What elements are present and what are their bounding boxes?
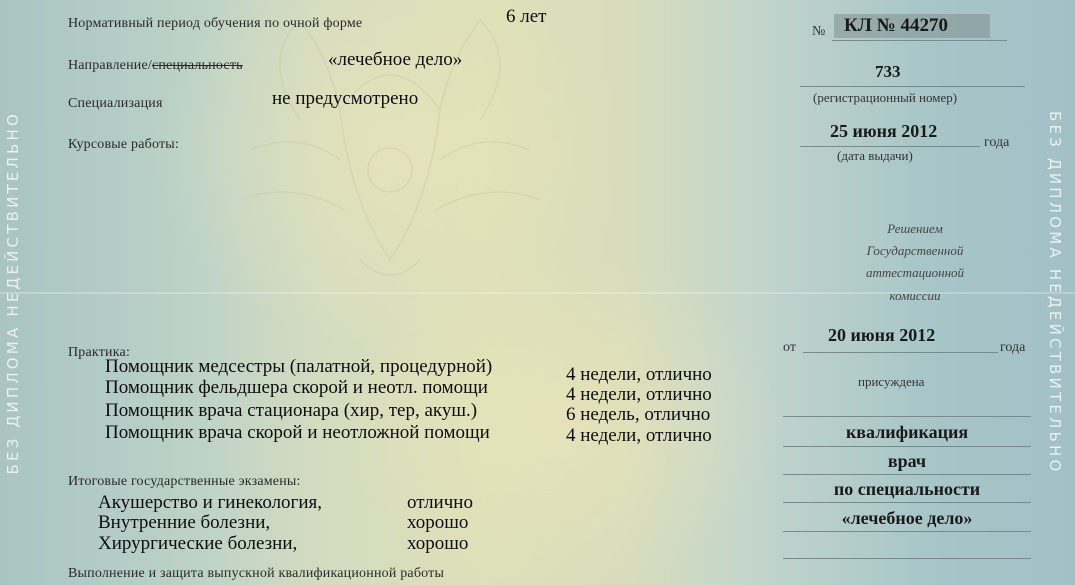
decision-date: 20 июня 2012 xyxy=(828,325,936,345)
direction-label-struck: специальность xyxy=(151,58,243,73)
specialty-label: по специальности xyxy=(833,479,981,499)
practice-item-result: 4 недели, отлично xyxy=(566,425,712,446)
study-period-value: 6 лет xyxy=(506,6,547,27)
right-border-watermark xyxy=(1042,0,1068,585)
thesis-label: Выполнение и защита выпускной квалификационной работы xyxy=(68,566,445,581)
awarded-text: присуждена xyxy=(858,374,925,389)
issue-date-underline xyxy=(800,146,980,147)
left-border-watermark xyxy=(0,0,26,585)
decision-line: Решением xyxy=(887,221,943,236)
practice-item-name: Помощник врача стационара (хир, тер, акуш.) xyxy=(105,400,478,421)
specialty-value: «лечебное дело» xyxy=(841,508,973,528)
practice-item-result: 4 недели, отлично xyxy=(566,384,712,405)
issue-date-caption: (дата выдачи) xyxy=(837,148,913,163)
decision-line: комиссии xyxy=(889,288,941,303)
decision-line: Государственной xyxy=(866,243,964,258)
rule-line xyxy=(783,474,1031,475)
practice-item-result: 4 недели, отлично xyxy=(566,364,712,385)
diploma-number: КЛ № 44270 xyxy=(834,14,990,38)
registration-number: 733 xyxy=(875,62,901,81)
rule-line xyxy=(783,416,1031,417)
rule-line xyxy=(783,446,1031,447)
exam-name: Хирургические болезни, xyxy=(98,533,298,554)
decision-line: аттестационной xyxy=(865,265,965,280)
exam-name: Акушерство и гинекология, xyxy=(98,492,323,513)
reg-number-underline xyxy=(800,86,1025,87)
specialization-value: не предусмотрено xyxy=(272,88,419,109)
registration-caption: (регистрационный номер) xyxy=(813,90,958,105)
practice-item-name: Помощник фельдшера скорой и неотл. помощи xyxy=(105,377,488,398)
decision-from-word: от xyxy=(783,340,796,355)
qualification-label: квалификация xyxy=(845,422,969,442)
exam-name: Внутренние болезни, xyxy=(98,512,271,533)
practice-item-name: Помощник медсестры (палатной, процедурной) xyxy=(105,356,493,377)
specialization-label: Специализация xyxy=(68,96,163,111)
practice-item-name: Помощник врача скорой и неотложной помощи xyxy=(105,422,490,443)
right-border-text: БЕЗ ДИПЛОМА НЕДЕЙСТВИТЕЛЬНО xyxy=(1046,110,1064,475)
decision-date-underline xyxy=(803,352,998,353)
exam-grade: хорошо xyxy=(407,512,469,533)
direction-value: «лечебное дело» xyxy=(328,49,463,70)
exam-grade: хорошо xyxy=(407,533,469,554)
practice-label: Практика: xyxy=(68,345,131,360)
number-underline xyxy=(832,40,1007,41)
rule-line xyxy=(783,558,1031,559)
exams-label: Итоговые государственные экзамены: xyxy=(68,474,301,489)
practice-item-result: 6 недель, отлично xyxy=(566,404,711,425)
study-period-label: Нормативный период обучения по очной форме xyxy=(68,16,363,31)
direction-label xyxy=(68,58,243,74)
coursework-label: Курсовые работы: xyxy=(68,137,179,152)
decision-year-word: года xyxy=(1000,340,1026,355)
rule-line xyxy=(783,502,1031,503)
issue-date: 25 июня 2012 xyxy=(830,121,938,141)
direction-label-prefix: Направление/ xyxy=(68,58,152,73)
exam-grade: отлично xyxy=(407,492,473,513)
diploma-number-sign: № xyxy=(812,24,826,39)
issue-year-word: года xyxy=(984,135,1010,150)
left-border-text: БЕЗ ДИПЛОМА НЕДЕЙСТВИТЕЛЬНО xyxy=(4,110,22,475)
qualification-value: врач xyxy=(887,451,927,471)
rule-line xyxy=(783,531,1031,532)
